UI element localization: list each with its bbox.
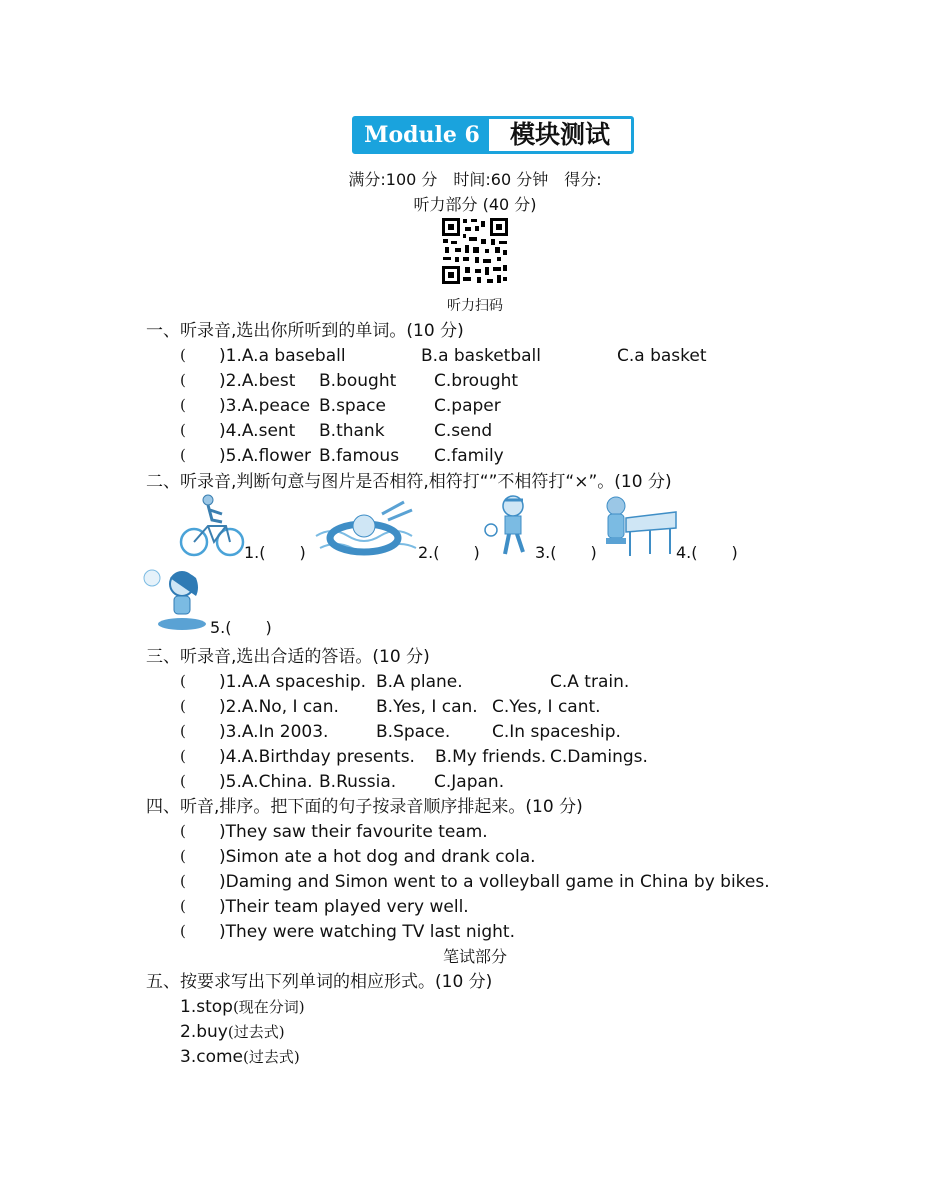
option-b: B.famous [319, 446, 400, 466]
section5-title: 五、按要求写出下列单词的相应形式。(10 分) [146, 972, 493, 992]
option-a: )2.A.No, I can. [219, 697, 339, 717]
picture3-label: 3.( ) [535, 543, 597, 562]
picture4-label: 4.( ) [676, 543, 738, 562]
option-b: B.a basketball [421, 346, 541, 366]
answer-blank[interactable]: ( [180, 421, 186, 439]
option-c: C.Yes, I cant. [492, 697, 601, 717]
list-item [180, 846, 186, 865]
list-item [180, 370, 186, 389]
option-b: B.My friends. [435, 747, 547, 767]
option-c: C.In spaceship. [492, 722, 621, 742]
list-item: 1.stop(现在分词) [180, 997, 305, 1017]
option-c: C.Japan. [434, 772, 505, 792]
answer-blank[interactable]: ( [180, 672, 186, 690]
option-b: B.thank [319, 421, 385, 441]
answer-blank[interactable]: ( [180, 446, 186, 464]
list-item: 2.buy(过去式) [180, 1022, 285, 1042]
option-a: )3.A.In 2003. [219, 722, 329, 742]
swimming-ring-icon [312, 496, 422, 562]
answer-blank[interactable]: ( [180, 747, 186, 765]
score-line: 满分:100 分 时间:60 分钟 得分: [348, 170, 602, 189]
option-a: )1.A.a baseball [219, 346, 346, 366]
listening-title: 听力部分 (40 分) [413, 195, 537, 214]
test-title: 模块测试 [509, 120, 610, 149]
option-b: B.Space. [376, 722, 451, 742]
option-a: )3.A.peace [219, 396, 311, 416]
written-title: 笔试部分 [442, 947, 507, 966]
list-item [180, 445, 186, 464]
football-player-icon [483, 492, 537, 560]
qr-caption: 听力扫码 [447, 298, 503, 314]
option-c: C.A train. [550, 672, 630, 692]
module-label: Module 6 [355, 119, 489, 151]
option-b: B.A plane. [376, 672, 463, 692]
list-item [180, 771, 186, 790]
answer-blank[interactable]: ( [180, 922, 186, 940]
sentence: )They were watching TV last night. [219, 922, 515, 942]
list-item [180, 345, 186, 364]
answer-blank[interactable]: ( [180, 396, 186, 414]
option-c: C.family [434, 446, 504, 466]
sentence: )Their team played very well. [219, 897, 469, 917]
list-item [180, 671, 186, 690]
list-item [180, 921, 186, 940]
section4-title: 四、听音,排序。把下面的句子按录音顺序排起来。(10 分) [146, 797, 583, 817]
qr-code-icon[interactable] [441, 217, 509, 285]
option-c: C.brought [434, 371, 519, 391]
piano-player-icon [600, 492, 680, 560]
list-item [180, 395, 186, 414]
section3-title: 三、听录音,选出合适的答语。(10 分) [146, 647, 430, 667]
picture2-label: 2.( ) [418, 543, 480, 562]
option-a: )5.A.flower [219, 446, 312, 466]
list-item [180, 696, 186, 715]
module-banner [352, 116, 634, 154]
list-item: 3.come(过去式) [180, 1047, 300, 1067]
answer-blank[interactable]: ( [180, 897, 186, 915]
option-c: C.send [434, 421, 493, 441]
sentence: )They saw their favourite team. [219, 822, 488, 842]
option-a: )5.A.China. [219, 772, 313, 792]
option-b: B.Russia. [319, 772, 397, 792]
option-a: )4.A.Birthday presents. [219, 747, 415, 767]
girl-blowing-bubble-icon [142, 566, 210, 634]
list-item [180, 896, 186, 915]
option-b: B.Yes, I can. [376, 697, 478, 717]
option-b: B.bought [319, 371, 397, 391]
sentence: )Daming and Simon went to a volleyball game in China by bikes. [219, 872, 770, 892]
option-c: C.a basket [617, 346, 707, 366]
bicycle-rider-icon [178, 492, 246, 560]
answer-blank[interactable]: ( [180, 371, 186, 389]
picture1-label: 1.( ) [244, 543, 306, 562]
answer-blank[interactable]: ( [180, 697, 186, 715]
option-a: )2.A.best [219, 371, 296, 391]
answer-blank[interactable]: ( [180, 772, 186, 790]
picture5-label: 5.( ) [210, 618, 272, 637]
answer-blank[interactable]: ( [180, 346, 186, 364]
option-a: )4.A.sent [219, 421, 296, 441]
answer-blank[interactable]: ( [180, 872, 186, 890]
answer-blank[interactable]: ( [180, 847, 186, 865]
section2-title: 二、听录音,判断句意与图片是否相符,相符打“”不相符打“×”。(10 分) [146, 472, 672, 492]
option-c: C.Damings. [550, 747, 648, 767]
list-item [180, 420, 186, 439]
answer-blank[interactable]: ( [180, 822, 186, 840]
list-item [180, 871, 186, 890]
option-a: )1.A.A spaceship. [219, 672, 367, 692]
answer-blank[interactable]: ( [180, 722, 186, 740]
option-b: B.space [319, 396, 386, 416]
section1-title: 一、听录音,选出你所听到的单词。(10 分) [146, 321, 464, 341]
sentence: )Simon ate a hot dog and drank cola. [219, 847, 536, 867]
option-c: C.paper [434, 396, 501, 416]
list-item [180, 721, 186, 740]
list-item [180, 821, 186, 840]
list-item [180, 746, 186, 765]
